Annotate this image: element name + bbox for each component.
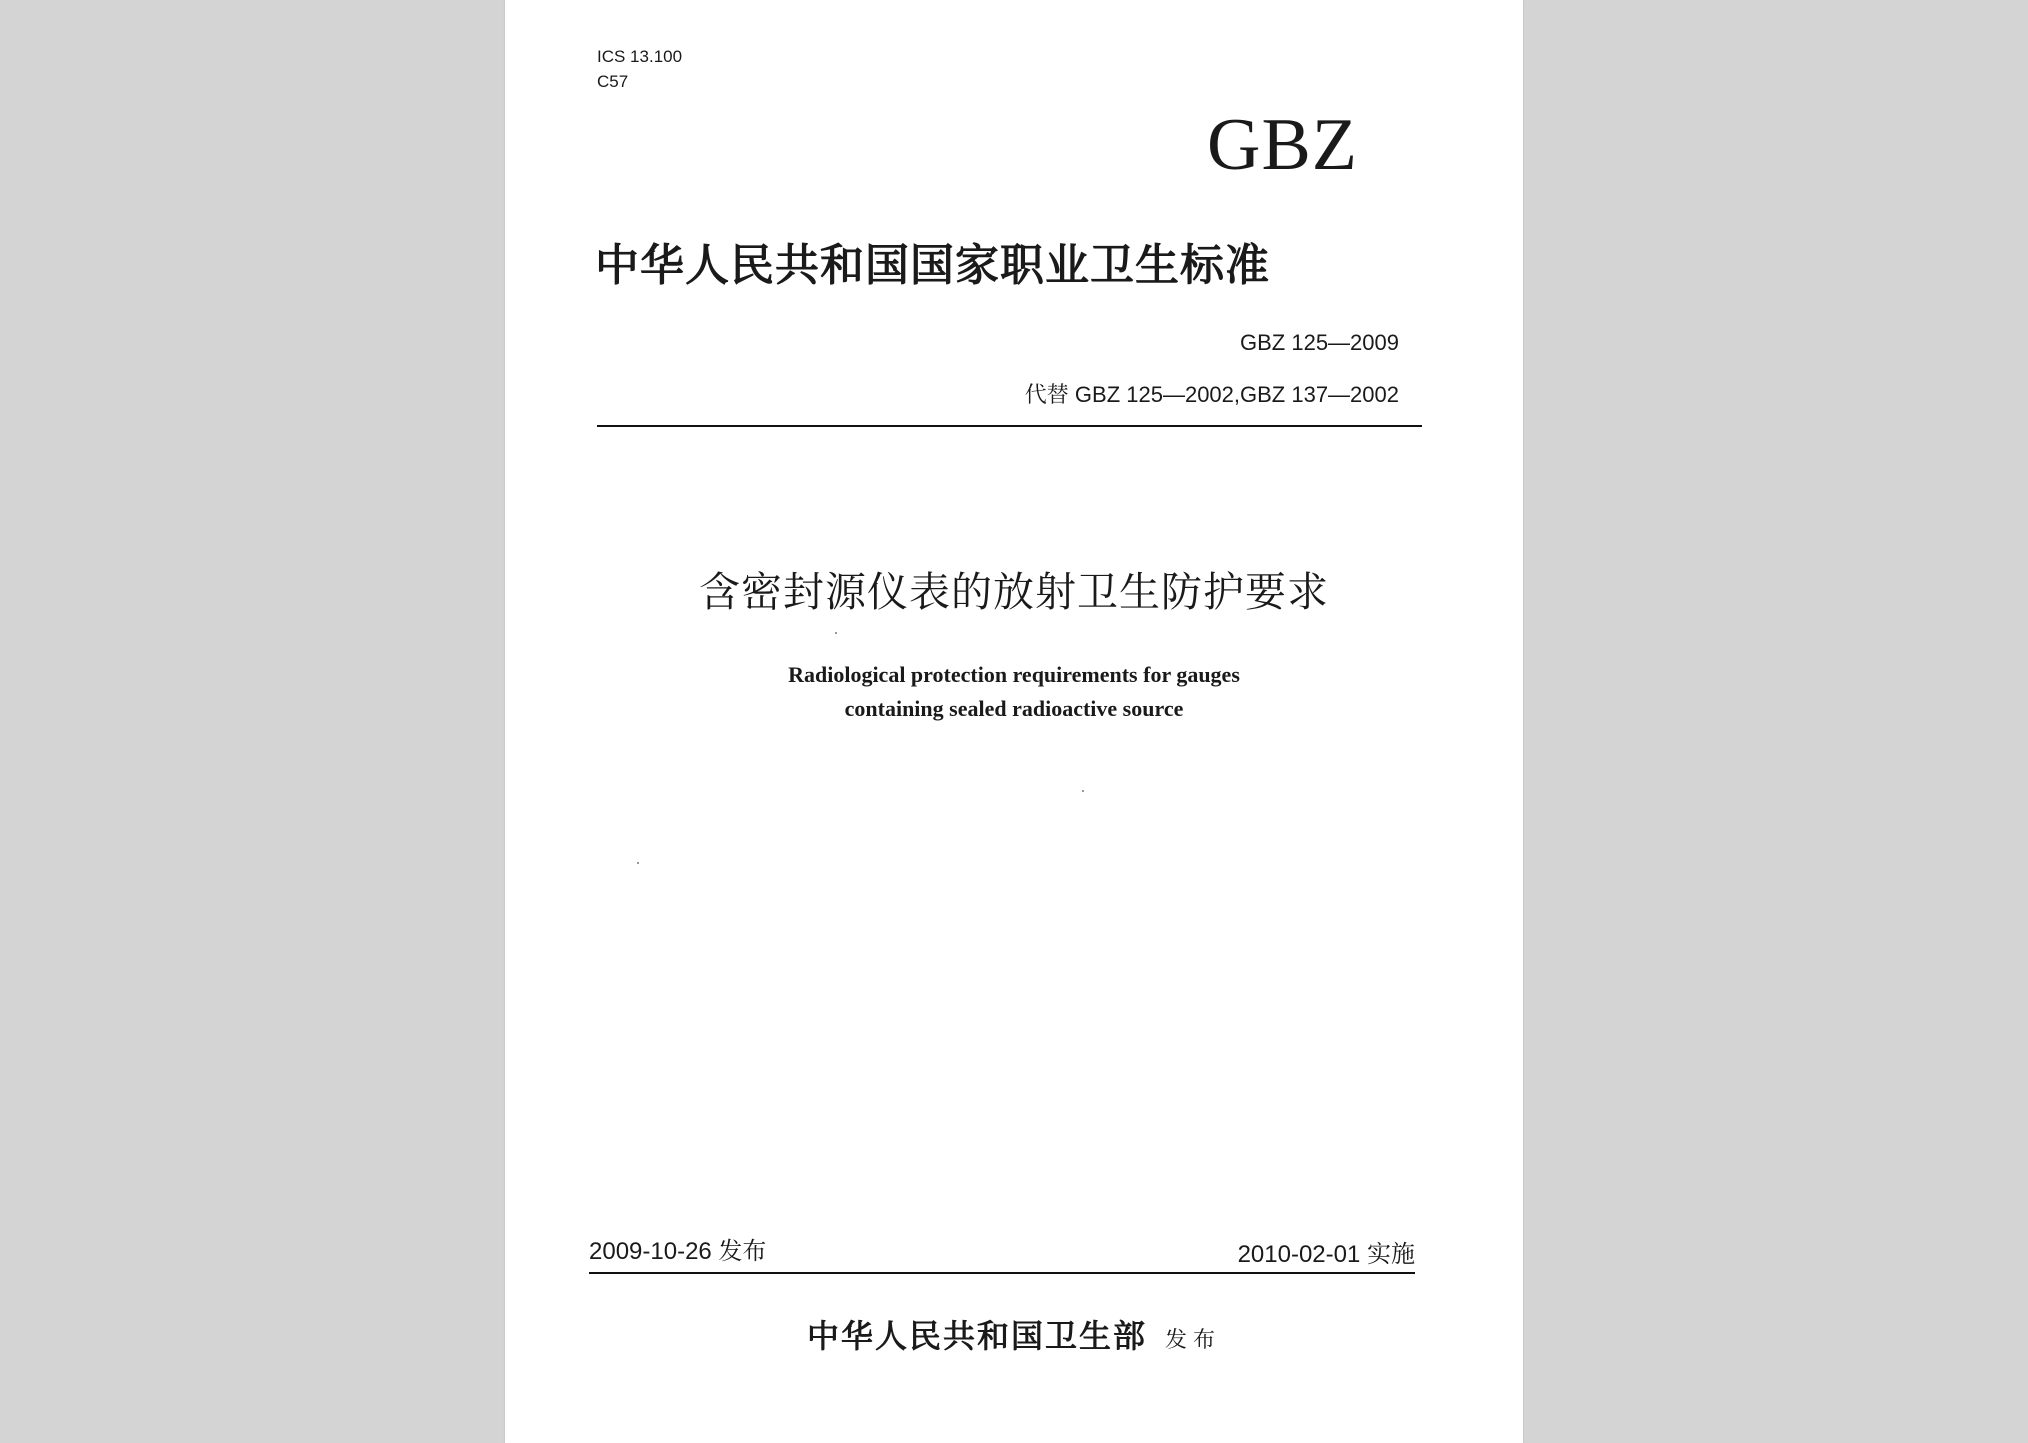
ics-code: ICS 13.100: [597, 47, 683, 66]
scan-speck: [835, 632, 837, 634]
title-english-line-1: Radiological protection requirements for gauges: [788, 662, 1240, 687]
publisher-suffix: 发布: [1165, 1327, 1222, 1352]
title-chinese: 含密封源仪表的放射卫生防护要求: [699, 569, 1329, 615]
scan-speck: [637, 862, 639, 864]
standard-category-title: 中华人民共和国国家职业卫生标准: [595, 241, 1270, 290]
standard-number: GBZ 125—2009: [1240, 330, 1399, 355]
title-english-line-2: containing sealed radioactive source: [844, 696, 1184, 721]
ccs-code: C57: [597, 72, 629, 91]
scan-speck: [1082, 790, 1084, 792]
bottom-divider: [589, 1272, 1415, 1274]
publisher-name: 中华人民共和国卫生部: [806, 1318, 1147, 1354]
gbz-logo: GBZ: [1207, 104, 1358, 186]
implementation-date: 2010-02-01 实施: [1237, 1241, 1415, 1268]
publisher-line: [505, 1320, 1523, 1352]
top-divider: [597, 425, 1422, 427]
replaces-standards: 代替 GBZ 125—2002,GBZ 137—2002: [1024, 382, 1399, 407]
document-page: [505, 0, 1523, 1443]
issue-date: 2009-10-26 发布: [589, 1238, 767, 1265]
